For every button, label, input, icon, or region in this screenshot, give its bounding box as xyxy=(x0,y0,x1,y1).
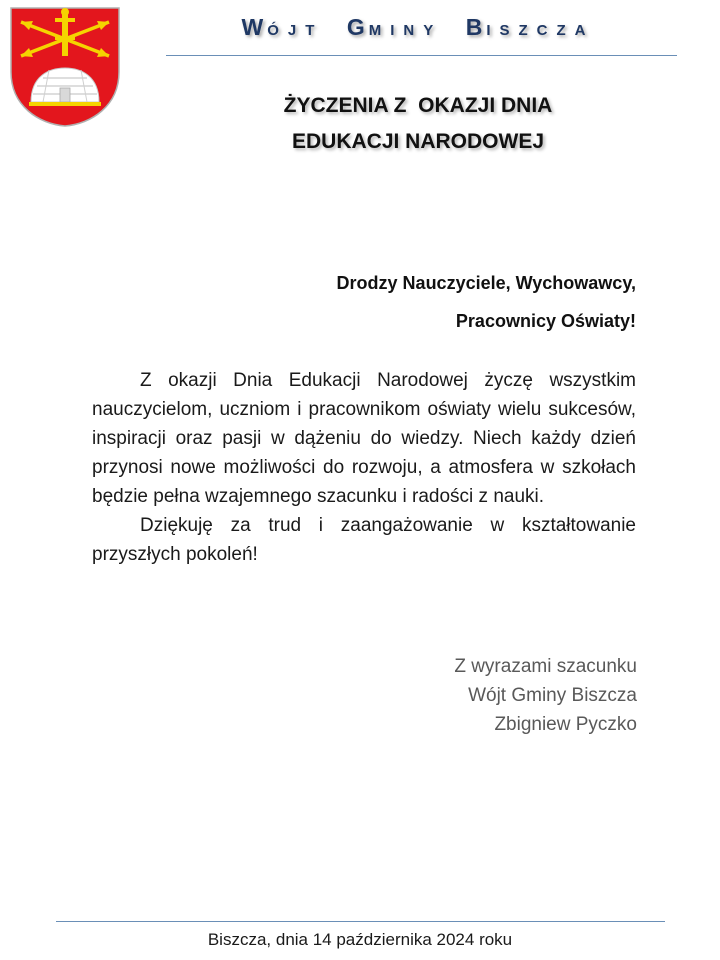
signature-closing: Z wyrazami szacunku xyxy=(454,656,637,677)
document-title xyxy=(168,88,668,160)
signature-office: Wójt Gminy Biszcza xyxy=(468,685,637,706)
coat-of-arms-icon xyxy=(9,6,121,128)
footer-divider xyxy=(56,921,665,922)
salutation-line-2: Pracownicy Oświaty! xyxy=(455,311,636,331)
header-divider xyxy=(166,55,677,56)
signature-block xyxy=(454,652,637,739)
header-word-1: WÓJT xyxy=(241,14,324,40)
salutation-line-1: Drodzy Nauczyciele, Wychowawcy, xyxy=(336,273,636,293)
document-title-line-2: EDUKACJI NARODOWEJ xyxy=(291,130,545,153)
coat-of-arms xyxy=(9,6,121,128)
header-word-3: BISZCZA xyxy=(465,14,595,40)
header-word-2: GMINY xyxy=(346,14,443,40)
letter-body xyxy=(92,366,636,569)
salutation xyxy=(337,264,636,340)
paragraph-1: Z okazji Dnia Edukacji Narodowej życzę wszystkim nauczycielom, uczniom i pracownikom oświaty wielu sukcesów, inspiracji oraz pasji w dążeniu do wiedzy. Niech każdy dzień przynosi nowe możliwości do rozwoju, a atmosfera w szkołach będzie pełna wzajemnego szacunku i radości z nauki. xyxy=(92,370,636,507)
footer-place-date: Biszcza, dnia 14 października 2024 roku xyxy=(207,930,513,949)
paragraph-2: Dziękuję za trud i zaangażowanie w kształtowanie przyszłych pokoleń! xyxy=(92,515,636,565)
header-title xyxy=(168,14,668,41)
signature-name: Zbigniew Pyczko xyxy=(494,714,637,735)
document-title-line-1: ŻYCZENIA Z OKAZJI DNIA xyxy=(283,94,553,117)
